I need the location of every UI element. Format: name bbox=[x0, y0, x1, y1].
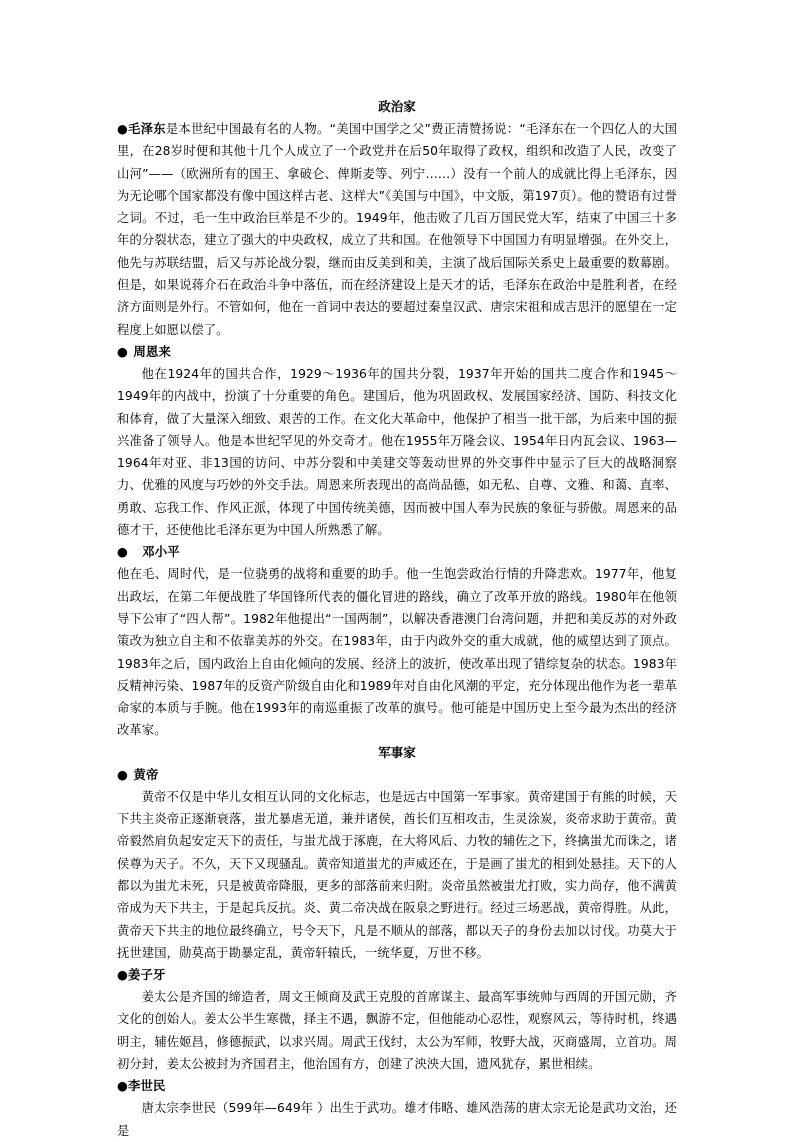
section-title-politicians: 政治家 bbox=[378, 99, 416, 114]
person-heading-zhou-enlai bbox=[117, 341, 677, 363]
person-name: 毛泽东 bbox=[128, 122, 166, 136]
person-name: 李世民 bbox=[127, 1078, 166, 1094]
person-name: 姜子牙 bbox=[127, 967, 166, 983]
section-title-military: 军事家 bbox=[378, 744, 416, 760]
entry-mao-zedong bbox=[117, 118, 677, 341]
person-bio: 他在毛、周时代，是一位骁勇的战将和重要的助手。他一生饱尝政治行情的升降悲欢。1977年，他复出政坛，在第二年便战胜了华国锋所代表的僵化冒进的路线，确立了改革开放的路线。1980年在他领导下公审了“四人帮”。1982年他提出“一国两制”，以解决香港澳门台湾问题，并把和美反苏的对外政策改为独立自主和不依靠美苏的外交。在1983年，由于内政外交的重大成就，他的威望达到了顶点。1983年之后，国内政治上自由化倾向的发展、经济上的波折，使改革出现了错综复杂的状态。1983年反精神污染、1987年的反资产阶级自由化和1989年对自由化风潮的平定，充分体现出他作为老一辈革命家的本质与手腕。他在1993年的南巡重振了改革的旗号。他可能是中国历史上至今最为杰出的经济改革家。 bbox=[117, 567, 677, 738]
bullet-icon: ● bbox=[117, 967, 128, 983]
bullet-icon: ● bbox=[117, 122, 129, 136]
bullet-icon: ● bbox=[117, 766, 128, 782]
person-name: 周恩来 bbox=[133, 343, 171, 359]
person-name: 黄帝 bbox=[133, 766, 159, 782]
document-page bbox=[117, 96, 677, 1142]
bullet-icon: ● bbox=[117, 343, 128, 359]
bullet-icon: ● bbox=[117, 1078, 128, 1094]
person-bio: 黄帝不仅是中华儿女相互认同的文化标志，也是远古中国第一军事家。黄帝建国于有熊的时候，天下共主炎帝正逐渐衰落，蚩尤暴虐无道，兼并诸侯，酋长们互相攻击，生灵涂炭，炎帝求助于黄帝。黄帝毅然肩负起安定天下的责任，与蚩尤战于涿鹿，在大将风后、力牧的辅佐之下，终擒蚩尤而诛之，诸侯尊为天子。不久，天下又现骚乱。黄帝知道蚩尤的声威还在，于是画了蚩尤的相到处悬挂。天下的人都以为蚩尤未死，只是被黄帝降服，更多的部落前来归附。炎帝虽然被蚩尤打败，实力尚存，他不满黄帝成为天下共主，于是起兵反抗。炎、黄二帝决战在阪泉之野进行。经过三场恶战，黄帝得胜。从此，黄帝天下共主的地位最终确立，号令天下，凡是不顺从的部落，都以天子的身份去加以讨伐。功莫大于抚世建国，勋莫高于勘暴定乱，黄帝轩辕氏，一统华夏，万世不移。 bbox=[117, 789, 677, 960]
person-bio: 姜太公是齐国的缔造者，周文王倾商及武王克殷的首席谋主、最高军事统帅与西周的开国元勋，齐文化的创始人。姜太公半生寒微，择主不遇，飘游不定，但他能动心忍性，观察风云，等待时机，终遇明主，辅佐姬昌，修德振武，以求兴周。周武王伐纣，太公为军师，牧野大战，灭商盛周，立首功。周初分封，姜太公被封为齐国君主，他治国有方，创建了泱泱大国，遗风犹存，累世相续。 bbox=[117, 990, 677, 1071]
person-heading-huangdi bbox=[117, 764, 677, 786]
person-bio: 唐太宗李世民（599年—649年 ）出生于武功。雄才伟略、雄风浩荡的唐太宗无论是武功文治，还是 bbox=[117, 1101, 677, 1138]
person-heading-jiang-ziya bbox=[117, 964, 677, 986]
person-name: 邓小平 bbox=[142, 544, 180, 560]
person-heading-li-shimin bbox=[117, 1075, 677, 1097]
person-bio: 是本世纪中国最有名的人物。“美国中国学之父”费正清赞扬说：“毛泽东在一个四亿人的大国里，在28岁时便和其他十几个人成立了一个政党并在后50年取得了政权，组织和改造了人民，改变了山河”——（欧洲所有的国王、拿破仑、俾斯麦等、列宁……）没有一个前人的成就比得上毛泽东，因为无论哪个国家都没有像中国这样古老、这样大”《美国与中国》，中文版，第197页）。他的赞语有过誉之词。不过，毛一生中政治巨举是不少的。1949年，他击败了几百万国民党大军，结束了中国三十多年的分裂状态，建立了强大的中央政权，成立了共和国。在他领导下中国国力有明显增强。在外交上，他先与苏联结盟，后又与苏论战分裂，继而由反美到和美，主演了战后国际关系史上最重要的数幕剧。但是，如果说蒋介石在政治斗争中落伍，而在经济建设上是天才的话，毛泽东在政治中是胜利者，在经济方面则是外行。不管如何，他在一首词中表达的要超过秦皇汉武、唐宗宋祖和成吉思汗的愿望在一定程度上如愿以偿了。 bbox=[117, 122, 677, 337]
person-bio: 他在1924年的国共合作，1929～1936年的国共分裂，1937年开始的国共二度合作和1945～1949年的内战中，扮演了十分重要的角色。建国后，他为巩固政权、发展国家经济、国防、科技文化和体育，做了大量深入细致、艰苦的工作。在文化大革命中，他保护了相当一批干部，为后来中国的振兴准备了领导人。他是本世纪罕见的外交奇才。他在1955年万隆会议、1954年日内瓦会议、1963—1964年对亚、非13国的访问、中苏分裂和中美建交等轰动世界的外交事件中显示了巨大的战略洞察力、优雅的风度与巧妙的外交手法。周恩来所表现出的高尚品德，如无私、自尊、文雅、和蔼、直率、勇敢、忘我工作、作风正派，体现了中国传统美德，因而被中国人奉为民族的象征与骄傲。周恩来的品德才干，还使他比毛泽东更为中国人所熟悉了解。 bbox=[117, 366, 677, 538]
person-heading-deng-xiaoping bbox=[117, 541, 677, 563]
bullet-icon: ● bbox=[117, 544, 128, 560]
